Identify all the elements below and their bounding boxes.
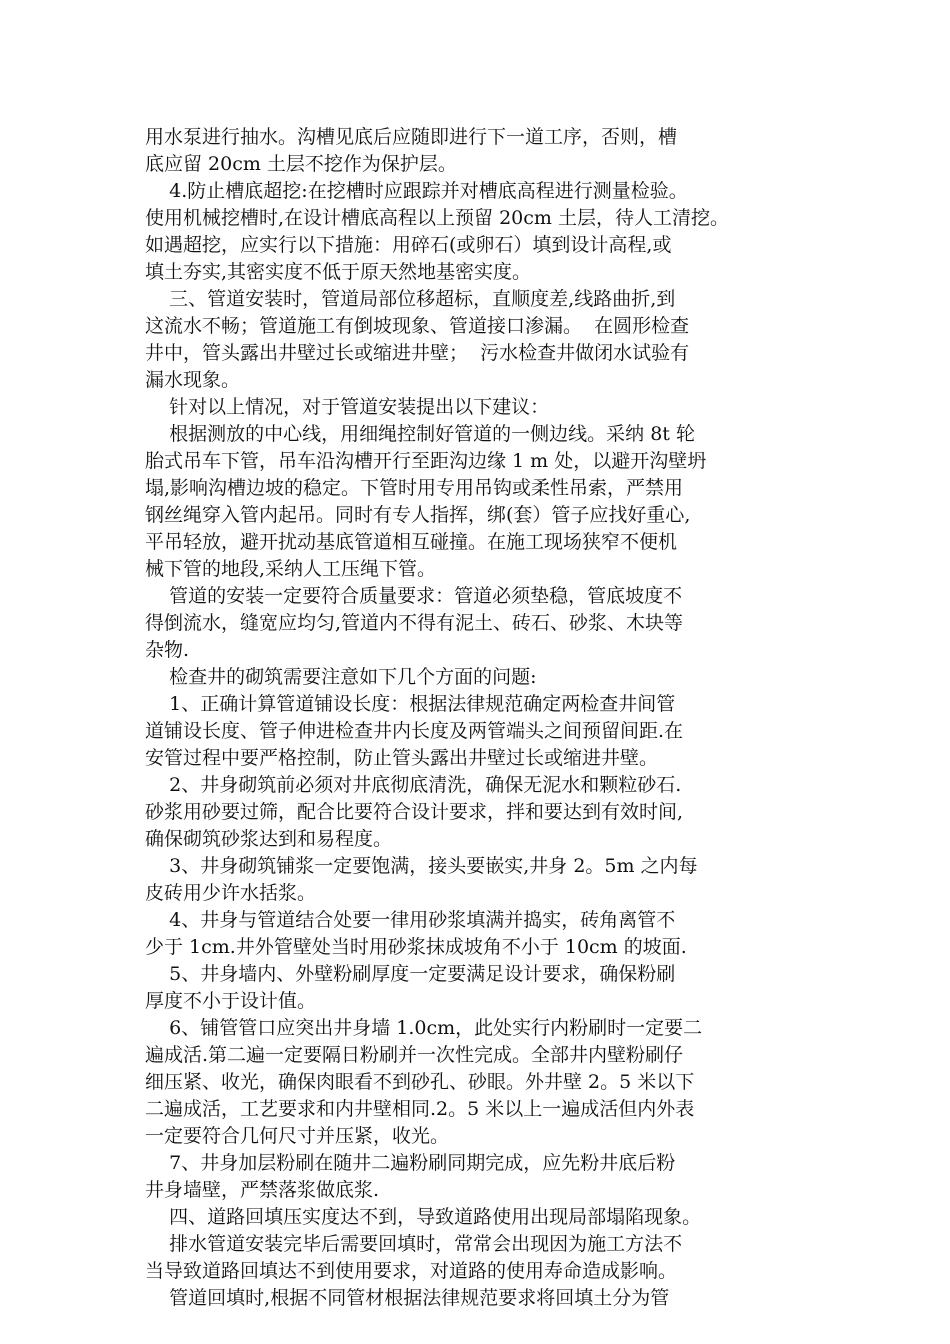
text-line: 填土夯实,其密实度不低于原天然地基密实度。 [145,261,532,283]
text-line: 道铺设长度、管子伸进检查井内长度及两管端头之间预留间距.在 [145,720,684,742]
text-line: 用水泵进行抽水。沟槽见底后应随即进行下一道工序，否则，槽 [145,126,678,148]
text-line: 三、管道安装时，管道局部位移超标，直顺度差,线路曲折,到 [145,288,676,310]
text-line: 6、铺管管口应突出井身墙 1.0cm，此处实行内粉刷时一定要二 [145,1017,703,1039]
text-line: 胎式吊车下管，吊车沿沟槽开行至距沟边缘 1 m 处，以避开沟壁坍 [145,450,707,472]
text-line: 1、正确计算管道铺设长度：根据法律规范确定两检查井间管 [145,693,676,715]
text-line: 4.防止槽底超挖:在挖槽时应跟踪并对槽底高程进行测量检验。 [145,180,688,202]
text-line: 皮砖用少许水括浆。 [145,882,317,904]
text-line: 井身墙壁，严禁落浆做底浆. [145,1179,380,1201]
text-line: 塌,影响沟槽边坡的稳定。下管时用专用吊钩或柔性吊索，严禁用 [145,477,684,499]
text-line: 漏水现象。 [145,369,241,391]
text-line: 如遇超挖，应实行以下措施：用碎石(或卵石）填到设计高程,或 [145,234,672,256]
text-line: 少于 1cm.井外管壁处当时用砂浆抹成坡角不小于 10cm 的坡面. [145,936,687,958]
text-line: 砂浆用砂要过筛，配合比要符合设计要求，拌和要达到有效时间, [145,801,684,823]
text-line: 使用机械挖槽时,在设计槽底高程以上预留 20cm 土层，待人工清挖。 [145,207,729,229]
text-line: 四、道路回填压实度达不到，导致道路使用出现局部塌陷现象。 [145,1206,702,1228]
text-line: 械下管的地段,采纳人工压绳下管。 [145,558,437,580]
document-body [145,124,817,1312]
text-line: 得倒流水，缝宽应均匀,管道内不得有泥土、砖石、砂浆、木块等 [145,612,684,634]
text-line: 检查井的砌筑需要注意如下几个方面的问题: [145,666,537,688]
text-line: 平吊轻放，避开扰动基底管道相互碰撞。在施工现场狭窄不便机 [145,531,678,553]
text-line: 厚度不小于设计值。 [145,990,317,1012]
text-line: 细压紧、收光，确保肉眼看不到砂孔、砂眼。外井壁 2。5 米以下 [145,1071,695,1093]
text-line: 排水管道安装完毕后需要回填时，常常会出现因为施工方法不 [145,1233,683,1255]
text-line: 3、井身砌筑铺浆一定要饱满，接头要嵌实,井身 2。5m 之内每 [145,855,698,877]
text-line: 这流水不畅；管道施工有倒坡现象、管道接口渗漏。 在圆形检查 [145,315,690,337]
text-line: 7、井身加层粉刷在随井二遍粉刷同期完成，应先粉井底后粉 [145,1152,676,1174]
text-line: 井中，管头露出井壁过长或缩进井壁； 污水检查井做闭水试验有 [145,342,690,364]
text-line: 针对以上情况，对于管道安装提出以下建议： [145,396,550,418]
text-line: 4、井身与管道结合处要一律用砂浆填满并捣实，砖角离管不 [145,909,676,931]
text-line: 根据测放的中心线，用细绳控制好管道的一侧边线。采纳 8t 轮 [145,423,695,445]
text-line: 一定要符合几何尺寸并压紧，收光。 [145,1125,450,1147]
text-line: 杂物. [145,639,190,661]
text-line: 遍成活.第二遍一定要隔日粉刷并一次性完成。全部井内壁粉刷仔 [145,1044,684,1066]
text-line: 管道的安装一定要符合质量要求：管道必须垫稳，管底坡度不 [145,585,683,607]
text-line: 当导致道路回填达不到使用要求，对道路的使用寿命造成影响。 [145,1260,678,1282]
text-line: 2、井身砌筑前必须对井底彻底清洗，确保无泥水和颗粒砂石. [145,774,682,796]
text-line: 管道回填时,根据不同管材根据法律规范要求将回填土分为管 [145,1287,670,1309]
text-line: 二遍成活，工艺要求和内井壁相同.2。5 米以上一遍成活但内外表 [145,1098,695,1120]
text-line: 5、井身墙内、外壁粉刷厚度一定要满足设计要求，确保粉刷 [145,963,676,985]
text-line: 确保砌筑砂浆达到和易程度。 [145,828,393,850]
text-line: 底应留 20cm 土层不挖作为保护层。 [145,153,457,175]
text-line: 安管过程中要严格控制，防止管头露出井壁过长或缩进井壁。 [145,747,659,769]
text-line: 钢丝绳穿入管内起吊。同时有专人指挥，绑(套）管子应找好重心, [145,504,691,526]
